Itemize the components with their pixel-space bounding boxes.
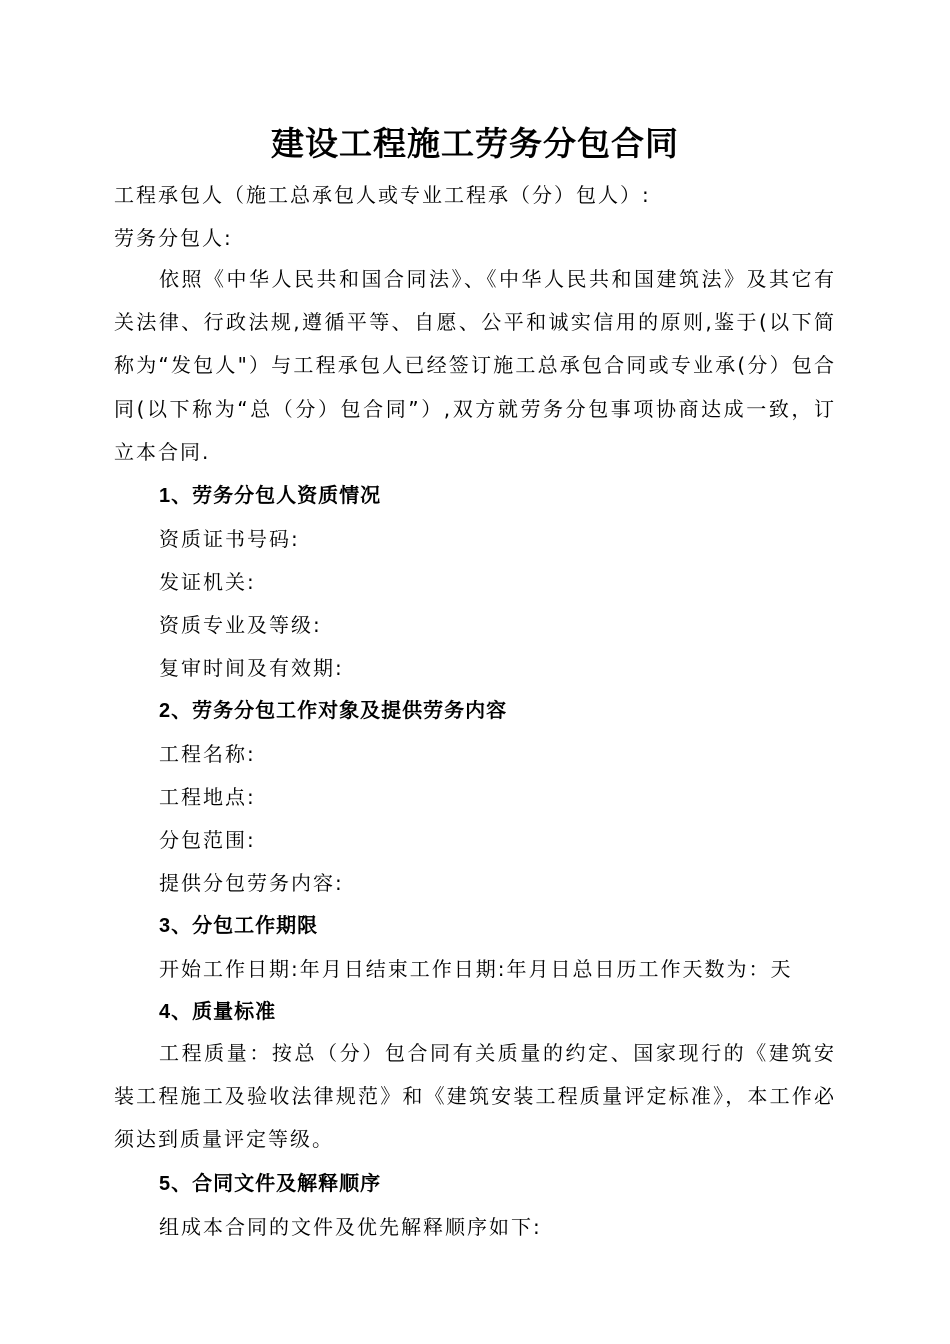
section-4-heading: 4、质量标准	[159, 1001, 277, 1023]
section-1-heading: 1、劳务分包人资质情况	[159, 485, 382, 507]
section-1-item: 复审时间及有效期:	[159, 656, 344, 680]
contractor-line: 工程承包人（施工总承包人或专业工程承（分）包人）:	[114, 183, 651, 207]
document-order-line: 组成本合同的文件及优先解释顺序如下:	[159, 1215, 542, 1239]
subcontractor-line: 劳务分包人:	[114, 226, 233, 250]
work-period-line: 开始工作日期:年月日结束工作日期:年月日总日历工作天数为：天	[159, 957, 793, 981]
section-1-item: 资质证书号码:	[159, 527, 300, 551]
section-3-heading: 3、分包工作期限	[159, 915, 319, 937]
section-2-item: 工程名称:	[159, 742, 256, 766]
section-2-heading: 2、劳务分包工作对象及提供劳务内容	[159, 700, 508, 722]
section-1-item: 发证机关:	[159, 570, 256, 594]
intro-paragraph: 依照《中华人民共和国合同法》、《中华人民共和国建筑法》及其它有关法律、行政法规,遵循平等、自愿、公平和诚实信用的原则,鉴于(以下简称为“发包人"）与工程承包人已经签订施工总承包合同或专业承(分）包合同(以下称为“总（分）包合同”）,双方就劳务分包事项协商达成一致，订立本合同.	[114, 267, 836, 464]
section-2-item: 提供分包劳务内容:	[159, 871, 344, 895]
section-5-heading: 5、合同文件及解释顺序	[159, 1173, 382, 1195]
section-2-item: 分包范围:	[159, 828, 256, 852]
section-2-item: 工程地点:	[159, 785, 256, 809]
document-title: 建设工程施工劳务分包合同	[271, 124, 679, 163]
section-1-item: 资质专业及等级:	[159, 613, 322, 637]
quality-paragraph: 工程质量：按总（分）包合同有关质量的约定、国家现行的《建筑安装工程施工及验收法律规范》和《建筑安装工程质量评定标准》，本工作必须达到质量评定等级。	[114, 1041, 836, 1152]
